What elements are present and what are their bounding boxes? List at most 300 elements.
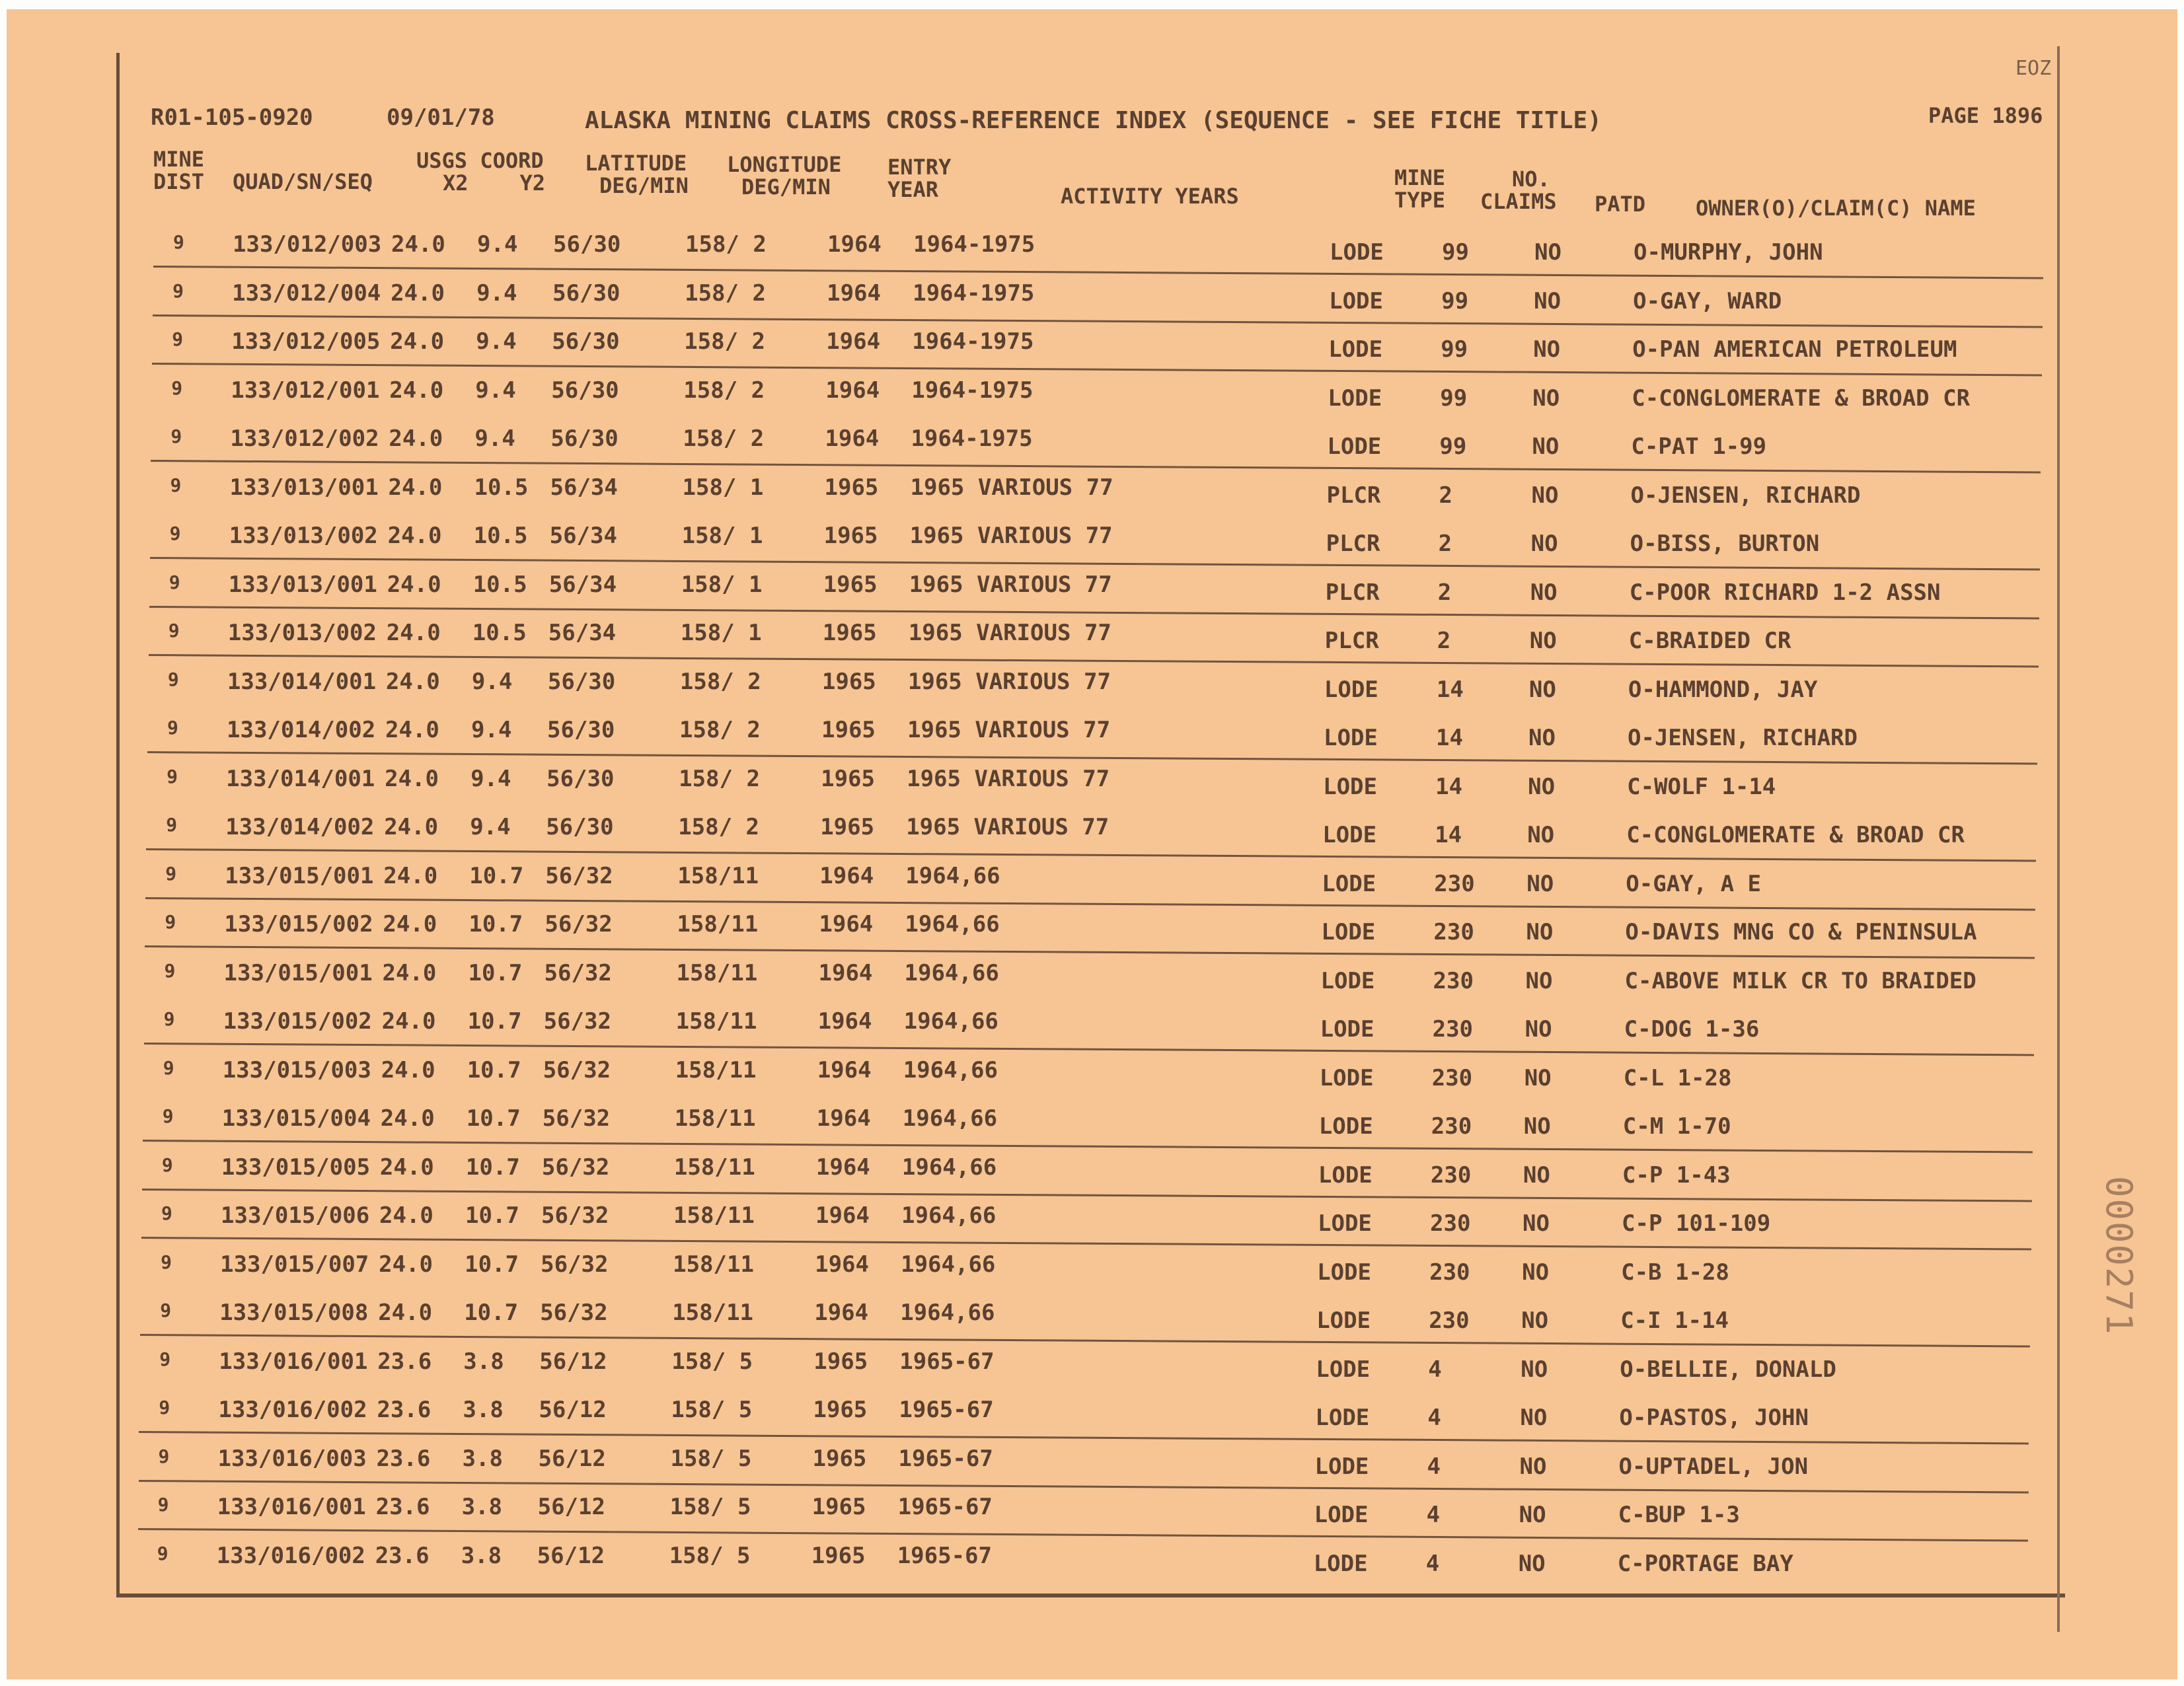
cell-dist: 9	[171, 377, 183, 399]
cell-quad: 133/016/001	[217, 1494, 366, 1520]
cell-activity: 1964,66	[901, 1251, 996, 1278]
cell-lon: 158/ 1	[680, 620, 762, 646]
table-row	[0, 319, 2184, 368]
cell-entry: 1964	[819, 862, 874, 889]
cell-name: O-HAMMOND, JAY	[1628, 676, 1818, 703]
cell-lon: 158/11	[675, 1056, 757, 1083]
cell-activity: 1964-1975	[911, 377, 1034, 404]
cell-entry: 1965	[811, 1542, 866, 1569]
cell-lat: 56/34	[549, 523, 617, 549]
cell-activity: 1965 VARIOUS 77	[907, 765, 1110, 792]
cell-name: C-PAT 1-99	[1631, 433, 1767, 460]
cell-name: O-JENSEN, RICHARD	[1630, 482, 1861, 509]
cell-x2: 24.0	[379, 1154, 434, 1181]
cell-y2: 10.7	[465, 1251, 519, 1278]
cell-lon: 158/ 5	[669, 1542, 751, 1569]
cell-patd: NO	[1528, 725, 1556, 751]
cell-type: LODE	[1314, 1453, 1369, 1480]
cell-patd: NO	[1526, 919, 1554, 945]
cell-x2: 23.6	[375, 1542, 430, 1569]
cell-type: PLCR	[1324, 628, 1379, 654]
cell-lon: 158/ 1	[681, 571, 763, 598]
table-row	[0, 708, 2184, 756]
cell-lon: 158/ 5	[671, 1348, 753, 1375]
col-x2: X2	[443, 170, 469, 196]
table-row	[0, 1339, 2184, 1388]
cell-activity: 1964,66	[905, 862, 1000, 889]
cell-x2: 24.0	[391, 231, 445, 258]
cell-entry: 1965	[813, 1348, 868, 1375]
table-row	[0, 222, 2184, 271]
table-row	[0, 1145, 2184, 1194]
table-row	[0, 465, 2184, 514]
cell-y2: 3.8	[463, 1348, 504, 1375]
cell-claims: 4	[1427, 1405, 1441, 1431]
cell-activity: 1965 VARIOUS 77	[910, 474, 1113, 501]
cell-activity: 1964,66	[900, 1300, 995, 1326]
cell-lat: 56/30	[552, 279, 621, 307]
table-row	[0, 1387, 2184, 1436]
cell-dist: 9	[159, 1348, 171, 1370]
cell-dist: 9	[170, 474, 182, 496]
cell-entry: 1965	[821, 717, 876, 743]
cell-quad: 133/015/002	[223, 1008, 372, 1035]
cell-type: LODE	[1318, 1113, 1373, 1140]
cell-name: C-M 1-70	[1622, 1113, 1731, 1140]
cell-lat: 56/32	[542, 1105, 611, 1132]
cell-type: LODE	[1324, 676, 1378, 703]
cell-entry: 1964	[815, 1251, 869, 1278]
cell-lat: 56/32	[544, 959, 612, 986]
cell-patd: NO	[1533, 336, 1561, 363]
cell-type: LODE	[1328, 385, 1382, 412]
cell-type: PLCR	[1326, 482, 1381, 509]
cell-y2: 10.7	[468, 959, 523, 986]
cell-y2: 3.8	[461, 1542, 502, 1569]
cell-type: LODE	[1322, 870, 1376, 897]
cell-activity: 1965-67	[897, 1494, 993, 1520]
cell-quad: 133/015/008	[219, 1300, 369, 1326]
cell-lat: 56/30	[553, 231, 621, 258]
cell-claims: 230	[1433, 967, 1474, 994]
cell-x2: 23.6	[377, 1348, 432, 1375]
cell-patd: NO	[1529, 628, 1557, 654]
page-label: PAGE 1896	[1928, 103, 2043, 128]
cell-entry: 1965	[824, 474, 879, 501]
cell-entry: 1964	[814, 1300, 869, 1326]
cell-patd: NO	[1528, 773, 1556, 800]
cell-lon: 158/ 2	[685, 279, 766, 307]
cell-name: O-MURPHY, JOHN	[1634, 239, 1823, 266]
cell-activity: 1964-1975	[913, 231, 1036, 258]
cell-entry: 1964	[827, 279, 881, 307]
cell-entry: 1964	[826, 328, 881, 355]
cell-y2: 9.4	[475, 377, 516, 404]
cell-activity: 1965 VARIOUS 77	[909, 571, 1112, 598]
cell-quad: 133/015/001	[223, 959, 373, 986]
cell-claims: 2	[1439, 482, 1452, 509]
cell-x2: 24.0	[384, 814, 439, 840]
cell-dist: 9	[167, 668, 179, 690]
table-row	[0, 1533, 2184, 1582]
cell-x2: 24.0	[385, 765, 439, 792]
table-row	[0, 854, 2184, 902]
cell-quad: 133/015/003	[222, 1056, 371, 1083]
cell-quad: 133/012/001	[231, 377, 380, 404]
cell-name: C-CONGLOMERATE & BROAD CR	[1626, 822, 1965, 848]
cell-type: LODE	[1328, 336, 1383, 363]
cell-quad: 133/014/001	[226, 765, 375, 792]
table-row	[0, 951, 2184, 1000]
cell-entry: 1964	[819, 911, 874, 937]
cell-patd: NO	[1532, 385, 1560, 412]
cell-quad: 133/012/005	[231, 328, 381, 355]
cell-quad: 133/015/004	[221, 1105, 371, 1132]
cell-activity: 1965-67	[898, 1445, 993, 1472]
cell-entry: 1964	[827, 231, 882, 258]
cell-activity: 1965 VARIOUS 77	[906, 814, 1110, 840]
cell-quad: 133/013/002	[227, 620, 377, 646]
table-row	[0, 999, 2184, 1048]
col-usgs-coord: USGS COORD X2 Y2	[416, 148, 546, 196]
cell-patd: NO	[1521, 1356, 1548, 1383]
cell-lon: 158/ 2	[678, 814, 760, 840]
cell-type: LODE	[1313, 1550, 1368, 1577]
cell-x2: 24.0	[391, 279, 445, 307]
cell-lon: 158/ 2	[683, 377, 765, 404]
cell-type: LODE	[1320, 967, 1375, 994]
table-row	[0, 1096, 2184, 1145]
cell-lon: 158/ 2	[679, 765, 760, 792]
cell-x2: 24.0	[383, 862, 438, 889]
cell-x2: 24.0	[379, 1202, 433, 1229]
cell-quad: 133/013/001	[229, 474, 379, 501]
cell-lat: 56/34	[550, 474, 618, 501]
cell-quad: 133/016/002	[218, 1397, 367, 1423]
cell-claims: 230	[1429, 1259, 1470, 1286]
cell-x2: 24.0	[385, 717, 439, 743]
cell-quad: 133/015/006	[221, 1202, 370, 1229]
cell-patd: NO	[1518, 1550, 1546, 1577]
cell-patd: NO	[1520, 1405, 1548, 1431]
col-activity-years: ACTIVITY YEARS	[1061, 184, 1239, 209]
col-mine-dist: MINE DIST	[153, 147, 205, 194]
cell-entry: 1964	[817, 1056, 872, 1083]
cell-patd: NO	[1525, 1016, 1552, 1043]
table-row	[0, 1048, 2184, 1097]
cell-name: O-JENSEN, RICHARD	[1628, 725, 1858, 751]
cell-lat: 56/12	[539, 1348, 607, 1375]
cell-lat: 56/12	[537, 1542, 605, 1569]
cell-entry: 1964	[817, 1008, 872, 1035]
cell-lon: 158/ 2	[685, 231, 767, 258]
cell-dist: 9	[161, 1202, 172, 1224]
table-row	[0, 756, 2184, 805]
cell-patd: NO	[1532, 433, 1560, 460]
cell-name: O-PASTOS, JOHN	[1619, 1405, 1809, 1431]
cell-y2: 10.7	[465, 1154, 520, 1181]
cell-x2: 24.0	[388, 474, 443, 501]
cell-activity: 1964-1975	[911, 425, 1033, 452]
cell-claims: 99	[1439, 433, 1467, 460]
cell-name: O-DAVIS MNG CO & PENINSULA	[1625, 919, 1977, 945]
cell-name: O-BELLIE, DONALD	[1620, 1356, 1836, 1383]
cell-lat: 56/32	[543, 1056, 611, 1083]
cell-lat: 56/12	[538, 1445, 606, 1472]
cell-dist: 9	[166, 814, 178, 836]
cell-claims: 230	[1431, 1064, 1473, 1091]
cell-quad: 133/013/001	[228, 571, 377, 598]
cell-type: LODE	[1324, 725, 1378, 751]
cell-claims: 230	[1431, 1113, 1472, 1140]
cell-name: O-GAY, WARD	[1633, 287, 1782, 314]
cell-activity: 1965 VARIOUS 77	[909, 523, 1113, 549]
cell-entry: 1965	[823, 571, 878, 598]
cell-y2: 9.4	[476, 279, 517, 307]
cell-entry: 1964	[825, 425, 880, 452]
cell-y2: 10.7	[467, 1056, 521, 1083]
cell-patd: NO	[1526, 870, 1554, 897]
cell-patd: NO	[1525, 967, 1553, 994]
cell-x2: 24.0	[378, 1300, 433, 1326]
cell-patd: NO	[1530, 531, 1558, 557]
cell-patd: NO	[1527, 822, 1555, 848]
table-row	[0, 562, 2184, 611]
cell-name: C-P 101-109	[1622, 1210, 1771, 1237]
cell-type: LODE	[1330, 239, 1384, 266]
table-row	[0, 1484, 2184, 1533]
cell-lon: 158/ 1	[682, 474, 764, 501]
cell-name: C-BRAIDED CR	[1628, 628, 1791, 654]
cell-name: C-CONGLOMERATE & BROAD CR	[1632, 385, 1971, 412]
cell-dist: 9	[161, 1251, 172, 1273]
cell-lon: 158/11	[675, 1008, 757, 1035]
cell-claims: 14	[1436, 725, 1463, 751]
cell-claims: 14	[1435, 822, 1462, 848]
cell-lon: 158/11	[673, 1251, 754, 1278]
cell-y2: 10.7	[467, 1008, 522, 1035]
cell-lon: 158/11	[674, 1105, 756, 1132]
cell-claims: 230	[1434, 870, 1475, 897]
cell-y2: 9.4	[471, 717, 512, 743]
cell-name: O-GAY, A E	[1626, 870, 1761, 897]
cell-entry: 1965	[821, 668, 876, 695]
cell-lon: 158/11	[673, 1202, 755, 1229]
cell-y2: 10.7	[469, 862, 524, 889]
table-row	[0, 513, 2184, 562]
cell-entry: 1965	[812, 1445, 867, 1472]
cell-name: O-UPTADEL, JON	[1618, 1453, 1809, 1480]
cell-dist: 9	[170, 425, 182, 447]
cell-activity: 1964-1975	[912, 328, 1034, 355]
cell-type: LODE	[1318, 1210, 1372, 1237]
cell-lat: 56/12	[537, 1494, 605, 1520]
cell-dist: 9	[167, 717, 178, 739]
cell-name: C-DOG 1-36	[1624, 1016, 1760, 1043]
cell-activity: 1964,66	[905, 911, 1000, 937]
cell-y2: 10.5	[472, 571, 527, 598]
cell-patd: NO	[1523, 1161, 1550, 1189]
cell-lat: 56/32	[541, 1251, 609, 1278]
table-row	[0, 416, 2184, 465]
cell-name: C-WOLF 1-14	[1627, 773, 1776, 800]
cell-lat: 56/30	[547, 717, 615, 743]
cell-quad: 133/015/002	[224, 911, 373, 937]
cell-name: C-B 1-28	[1621, 1259, 1729, 1286]
cell-type: LODE	[1321, 919, 1376, 945]
cell-claims: 2	[1437, 579, 1452, 606]
cell-dist: 9	[169, 571, 180, 593]
cell-dist: 9	[159, 1397, 170, 1418]
cell-x2: 24.0	[383, 911, 437, 937]
cell-lon: 158/11	[677, 862, 759, 889]
cell-entry: 1964	[818, 959, 873, 986]
cell-patd: NO	[1519, 1453, 1547, 1480]
cell-patd: NO	[1530, 579, 1558, 606]
cell-type: LODE	[1317, 1259, 1371, 1286]
col-patd: PATD	[1595, 192, 1646, 217]
cell-claims: 99	[1440, 385, 1468, 412]
cell-activity: 1964,66	[903, 1008, 998, 1035]
cell-name: O-BISS, BURTON	[1630, 531, 1820, 557]
cell-type: LODE	[1318, 1161, 1373, 1189]
cell-lat: 56/32	[541, 1202, 609, 1229]
cell-activity: 1964,66	[904, 959, 999, 986]
cell-patd: NO	[1524, 1064, 1552, 1091]
cell-quad: 133/012/004	[232, 279, 381, 307]
cell-name: C-I 1-14	[1620, 1307, 1729, 1334]
cell-entry: 1965	[820, 814, 875, 840]
table-row	[0, 659, 2184, 708]
cell-type: LODE	[1315, 1405, 1370, 1431]
cell-name: C-BUP 1-3	[1618, 1502, 1740, 1528]
cell-lon: 158/ 5	[670, 1445, 752, 1472]
table-row	[0, 805, 2184, 854]
cell-claims: 14	[1435, 773, 1463, 800]
cell-activity: 1965 VARIOUS 77	[907, 717, 1111, 743]
cell-name: O-PAN AMERICAN PETROLEUM	[1632, 336, 1957, 363]
cell-type: LODE	[1323, 773, 1377, 800]
cell-activity: 1965 VARIOUS 77	[907, 668, 1111, 695]
cell-claims: 14	[1436, 676, 1464, 703]
cell-type: LODE	[1316, 1356, 1371, 1383]
cell-quad: 133/015/007	[220, 1251, 369, 1278]
col-owner-claim-name: OWNER(O)/CLAIM(C) NAME	[1696, 196, 1976, 221]
cell-quad: 133/013/002	[229, 523, 378, 549]
corner-mark: EOZ	[2015, 57, 2052, 80]
cell-y2: 10.7	[469, 911, 523, 937]
cell-y2: 10.5	[473, 523, 528, 549]
side-fiche-number: 0000271	[2098, 1176, 2140, 1336]
cell-entry: 1964	[815, 1154, 870, 1181]
cell-activity: 1965-67	[899, 1348, 995, 1375]
col-longitude: LONGITUDE DEG/MIN	[727, 152, 842, 200]
cell-dist: 9	[164, 959, 176, 982]
cell-claims: 230	[1429, 1307, 1470, 1334]
cell-x2: 23.6	[375, 1494, 430, 1520]
cell-type: LODE	[1314, 1502, 1369, 1528]
table-row	[0, 610, 2184, 659]
cell-dist: 9	[168, 620, 180, 641]
cell-x2: 24.0	[379, 1251, 433, 1278]
cell-claims: 4	[1428, 1356, 1442, 1383]
cell-lat: 56/30	[547, 668, 616, 695]
cell-patd: NO	[1519, 1502, 1546, 1528]
cell-entry: 1965	[811, 1494, 866, 1520]
cell-type: LODE	[1319, 1064, 1374, 1091]
cell-quad: 133/014/002	[227, 717, 376, 743]
cell-y2: 10.7	[465, 1202, 519, 1229]
cell-activity: 1964,66	[901, 1154, 997, 1181]
cell-activity: 1965-67	[899, 1397, 994, 1423]
col-y2: Y2	[519, 170, 546, 196]
cell-name: C-P 1-43	[1622, 1161, 1731, 1189]
cell-y2: 9.4	[470, 814, 511, 840]
cell-lon: 158/ 2	[679, 717, 761, 743]
cell-x2: 24.0	[386, 620, 441, 646]
cell-quad: 133/015/005	[221, 1154, 371, 1181]
cell-quad: 133/016/003	[217, 1445, 367, 1472]
cell-x2: 23.6	[376, 1445, 431, 1472]
cell-dist: 9	[157, 1542, 169, 1564]
cell-y2: 3.8	[461, 1494, 503, 1520]
cell-activity: 1964-1975	[913, 279, 1035, 307]
table-row	[0, 1242, 2184, 1291]
cell-lon: 158/11	[677, 911, 759, 937]
cell-lat: 56/30	[551, 377, 619, 404]
cell-entry: 1965	[813, 1397, 868, 1423]
cell-lon: 158/ 2	[684, 328, 766, 355]
cell-activity: 1964,66	[902, 1105, 998, 1132]
cell-lat: 56/30	[546, 765, 615, 792]
cell-lat: 56/34	[548, 620, 617, 646]
col-mine-type: MINE TYPE	[1394, 165, 1446, 213]
report-title: ALASKA MINING CLAIMS CROSS-REFERENCE INDEX (SEQUENCE - SEE FICHE TITLE)	[585, 107, 1602, 134]
cell-patd: NO	[1534, 287, 1562, 314]
cell-patd: NO	[1522, 1259, 1550, 1286]
cell-dist: 9	[157, 1494, 169, 1516]
cell-entry: 1964	[816, 1105, 871, 1132]
cell-type: PLCR	[1325, 579, 1380, 606]
cell-name: C-PORTAGE BAY	[1617, 1550, 1793, 1577]
cell-dist: 9	[167, 765, 178, 788]
cell-y2: 9.4	[471, 668, 513, 695]
cell-lat: 56/32	[540, 1300, 608, 1326]
cell-name: C-L 1-28	[1623, 1064, 1732, 1091]
cell-type: PLCR	[1326, 531, 1380, 557]
cell-lat: 56/12	[539, 1397, 607, 1423]
col-latitude: LATITUDE DEG/MIN	[585, 151, 689, 198]
cell-name: C-POOR RICHARD 1-2 ASSN	[1629, 579, 1941, 606]
cell-lat: 56/32	[545, 911, 613, 937]
cell-claims: 230	[1430, 1210, 1471, 1237]
cell-dist: 9	[165, 862, 177, 885]
cell-x2: 24.0	[387, 523, 442, 549]
cell-type: LODE	[1327, 433, 1382, 460]
cell-quad: 133/014/001	[227, 668, 377, 695]
cell-x2: 24.0	[381, 1008, 436, 1035]
cell-dist: 9	[173, 231, 184, 253]
cell-claims: 99	[1441, 287, 1469, 314]
cell-y2: 3.8	[462, 1445, 503, 1472]
cell-dist: 9	[158, 1445, 170, 1467]
cell-lon: 158/ 2	[683, 425, 765, 452]
cell-patd: NO	[1528, 676, 1556, 703]
table-row	[0, 1290, 2184, 1339]
cell-activity: 1965-67	[897, 1542, 992, 1569]
cell-y2: 9.4	[477, 231, 518, 258]
cell-claims: 99	[1442, 239, 1469, 266]
